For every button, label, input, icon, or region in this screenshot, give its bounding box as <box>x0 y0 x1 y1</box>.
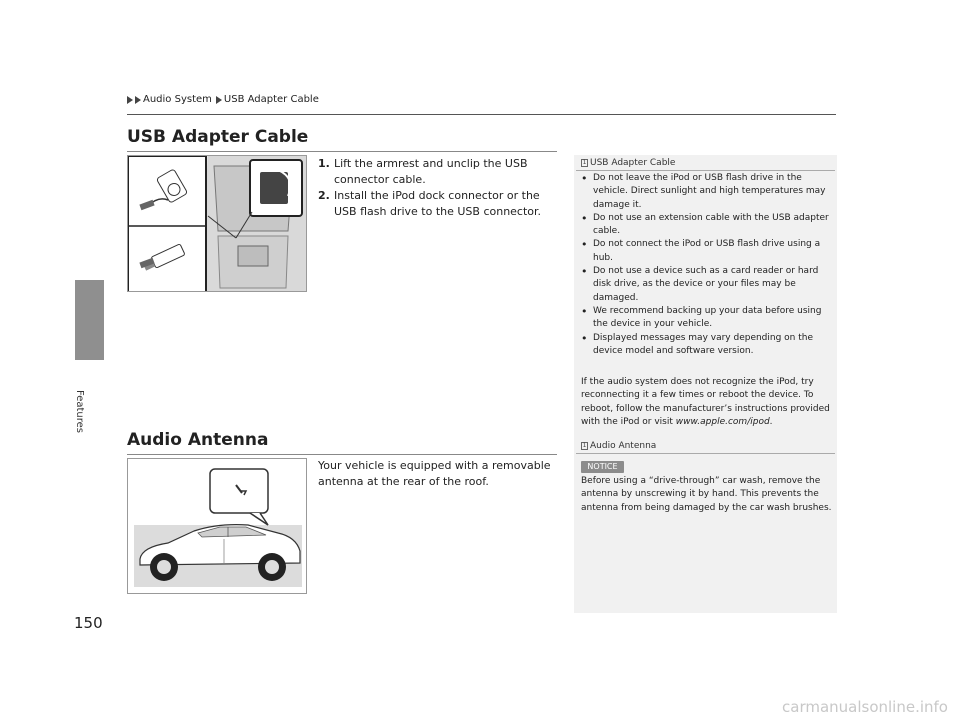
list-item: • Do not use an extension cable with the USB adapter cable. <box>581 211 829 237</box>
usb-connector-illustration <box>127 155 307 292</box>
step-number: 2. <box>318 189 330 202</box>
bullet-icon: • <box>581 211 588 225</box>
bullet-icon: • <box>581 304 588 318</box>
watermark: carmanualsonline.info <box>782 698 948 716</box>
antenna-body-text: Your vehicle is equipped with a removable antenna at the rear of the roof. <box>318 459 551 488</box>
breadcrumb <box>127 94 323 105</box>
step-number: 1. <box>318 157 330 170</box>
bullet-icon: • <box>581 238 588 252</box>
list-item: • Displayed messages may vary depending on the device model and software version. <box>581 331 814 356</box>
breadcrumb-arrow-icon <box>127 96 133 104</box>
breadcrumb-item-audio-system[interactable]: Audio System <box>143 94 212 105</box>
breadcrumb-arrow-icon <box>135 96 141 104</box>
usb-step <box>318 156 563 188</box>
usb-note-rule <box>576 170 835 171</box>
antenna-notice-text: Before using a “drive-through” car wash, remove the antenna by unscrewing it by hand. This prevents the antenna from being damaged by the car wash brushes. <box>581 476 832 513</box>
antenna-note-title <box>581 441 656 451</box>
side-tab-label: Features <box>74 390 85 433</box>
list-item: • Do not leave the iPod or USB flash drive in the vehicle. Direct sunlight and high temperatures may damage it. <box>581 172 826 210</box>
antenna-section-title: Audio Antenna <box>127 430 269 450</box>
usb-note-title-text: USB Adapter Cable <box>590 158 676 168</box>
step-text: Lift the armrest and unclip the USB connector cable. <box>334 157 528 186</box>
step-text: Install the iPod dock connector or the USB flash drive to the USB connector. <box>334 189 542 218</box>
usb-note-title <box>581 158 675 168</box>
antenna-illustration <box>127 458 307 594</box>
usb-connector-drawing <box>128 156 307 292</box>
car-antenna-drawing <box>128 459 307 594</box>
bullet-icon: • <box>581 331 588 345</box>
bullet-icon: • <box>581 172 588 185</box>
antenna-note-title-text: Audio Antenna <box>590 441 657 451</box>
section-tab <box>75 280 104 360</box>
antenna-note-rule <box>576 453 835 454</box>
usb-step <box>318 188 563 220</box>
usb-note-list <box>581 172 833 358</box>
breadcrumb-item-usb-adapter-cable[interactable]: USB Adapter Cable <box>223 94 319 105</box>
page-number: 150 <box>74 614 103 632</box>
reference-icon: 1 <box>582 159 587 166</box>
notice-badge: NOTICE <box>581 461 624 473</box>
list-item: • Do not connect the iPod or USB flash drive using a hub. <box>581 238 821 263</box>
reference-icon: 1 <box>582 442 587 449</box>
header-rule <box>127 114 836 115</box>
usb-section-title: USB Adapter Cable <box>127 127 309 147</box>
breadcrumb-arrow-icon <box>216 96 222 104</box>
list-item: • We recommend backing up your data before using the device in your vehicle. <box>581 304 822 330</box>
antenna-title-rule <box>127 454 557 455</box>
usb-note-paragraph: If the audio system does not recognize the iPod, try reconnecting it a few times or reboot the device. To reboot, follow the manufacturer’s instructions provided with the iPod or visit www.apple.com/ipod. <box>581 377 830 427</box>
usb-steps <box>318 156 563 220</box>
usb-title-rule <box>127 151 557 152</box>
bullet-icon: • <box>581 265 588 279</box>
list-item: • Do not use a device such as a card reader or hard disk drive, as the device or your files may be damaged. <box>581 265 819 303</box>
apple-link[interactable]: www.apple.com/ipod <box>675 416 770 427</box>
